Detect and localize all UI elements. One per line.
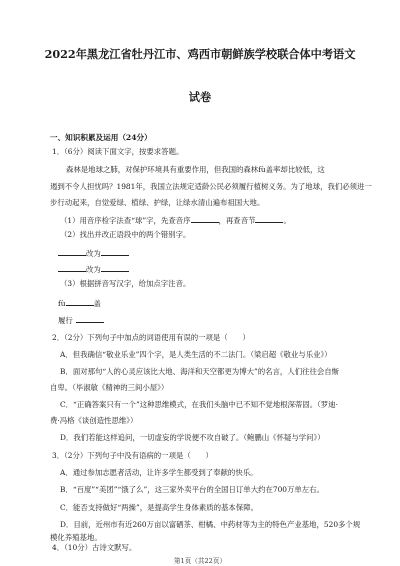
pinyin-fu: fù [58,299,66,308]
q1-sub2: （2）找出并改正语段中的两个错别字。 [60,230,191,239]
q2-option-a: A．但我确信“敬业乐业”四个字，是人类生活的不二法门。（梁启超《敬业与乐业》） [60,350,332,359]
word-lvxing: 履行 [58,316,73,325]
q2-option-d: D．我们若能这样追问，一切虚妄的学说便不攻自破了。（鲍鹏山《怀疑与学问》） [60,433,325,442]
q1-passage-line2: 遏到不令人担忧吗？1981年，我国立法规定适龄公民必须履行植树义务。为了地球，我们必须进一 [50,182,372,191]
q1-pinyin-row [58,297,101,309]
q1-sub1-text-a: （1）用音序检字法查“球”字，先查音序 [60,216,191,225]
char-gai: 盖 [93,299,101,308]
q3-option-a: A．通过参加志愿者活动，让许多学生都受到了奉献的快乐。 [60,468,258,477]
q1-fix-row2 [58,263,129,275]
q3-option-c: C．能否支持做好“两操”，是提高学生身体素质的基本保障。 [60,503,258,512]
q2-option-c-line1: C．“正确答案只有一个”这种思维模式，在我们头脑中已不知不觉地根深蒂固。（罗迪· [60,400,338,409]
q3-stem: 3．（2分）下列句子中没有语病的一项是（ ） [52,451,213,460]
q2-stem: 2．（2分）下列句子中加点的词语使用有误的一项是（ ） [52,333,250,342]
q1-sub1 [60,214,291,226]
answer-blank[interactable] [191,214,219,223]
q4-stem: 4．（10分）古诗文默写。 [52,543,137,552]
answer-blank[interactable] [58,263,86,272]
section-heading: 一、知识积累及运用（24分） [50,133,152,142]
fix-label: 改为 [86,249,101,258]
q1-passage-line3: 步行动起来，自觉爱绿、植绿、护绿，让绿水清山遍布祖国大地。 [50,198,265,207]
exam-title-line1: 2022年黑龙江省牡丹江市、鸡西市朝鲜族学校联合体中考语文 [44,47,356,61]
answer-blank[interactable] [255,214,283,223]
q1-stem: 1．（6分）阅读下面文字，按要求答题。 [52,147,184,156]
q1-lv-row [58,314,104,326]
q3-option-d-line1: D．目前，近州市有近260万亩以富硒茶、柑橘、中药材等为主的特色产业基地，520多个规 [60,520,361,529]
q1-sub3: （3）根据拼音写汉字，给加点字注音。 [60,279,191,288]
page-footer: 第1页（共22页） [173,557,227,565]
answer-blank[interactable] [76,314,104,323]
answer-blank[interactable] [101,247,129,256]
q1-fix-row1 [58,247,129,259]
q1-sub1-text-b: ，再查音节 [218,216,256,225]
fix-label: 改为 [86,265,101,274]
q2-option-b-line2: 自卑。（毕淑敏《精神的三间小屋》） [50,383,169,392]
answer-blank[interactable] [101,263,129,272]
q2-option-b-line1: B．面对那句“人的心灵应该比大地、海洋和天空都更为博大”的名言，人们往往会自惭 [60,367,340,376]
q1-sub1-text-c: 。 [283,216,291,225]
q1-passage-line1: 森林是地球之肺，对保护环境具有重要作用，但我国的森林fù盖率却比较低，这 [66,165,325,174]
q3-option-d-line2: 模化养殖基地。 [50,533,102,542]
answer-blank[interactable] [66,297,94,306]
q2-option-c-line2: 费·冯格《谈创造性思维》） [50,416,138,425]
exam-title-line2: 试卷 [188,90,212,104]
q3-option-b: B．“百度”“美团”“饿了么”，这三家外卖平台的全国日订单大约在700万单左右。 [60,485,324,494]
answer-blank[interactable] [58,247,86,256]
